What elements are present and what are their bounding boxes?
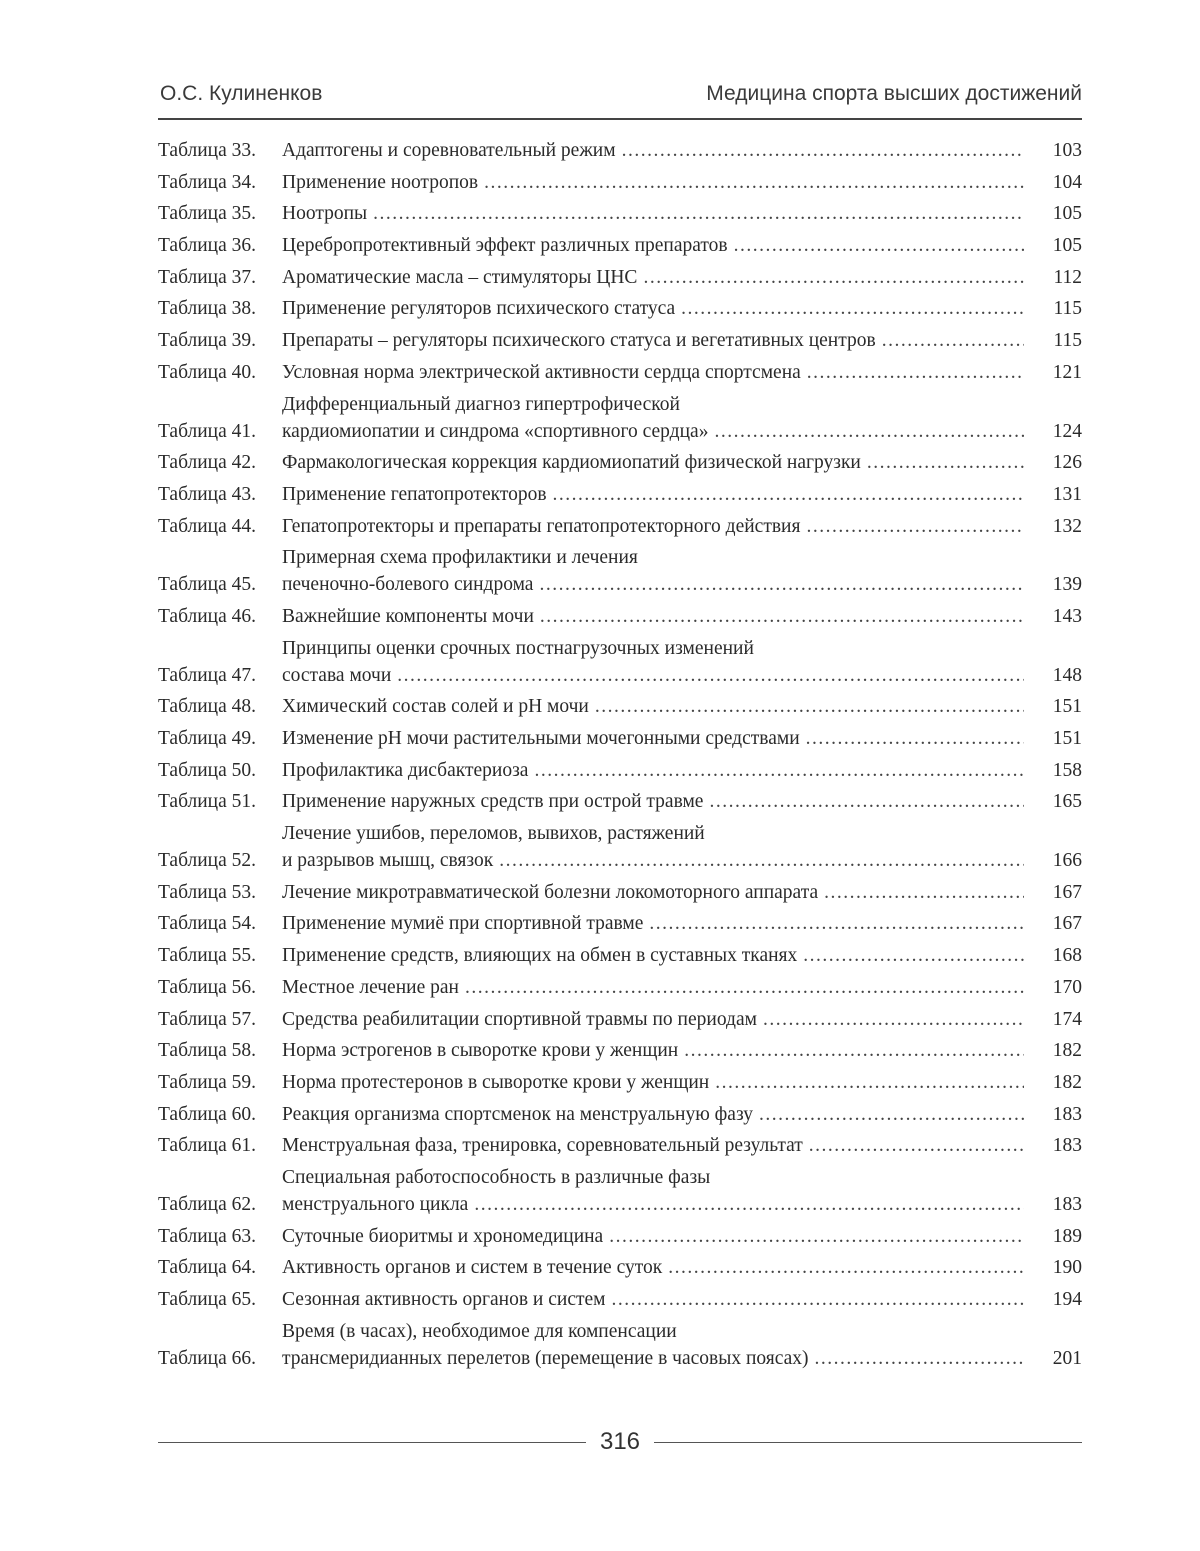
dot-leader <box>643 266 1024 289</box>
toc-entry-label: Таблица 44. <box>158 515 257 537</box>
toc-entry <box>158 790 1082 813</box>
dot-leader <box>373 202 1024 225</box>
toc-entry <box>158 515 1082 538</box>
toc-entry-page: 170 <box>1052 976 1082 998</box>
dot-leader <box>815 1347 1024 1370</box>
toc-entry-label: Таблица 50. <box>158 759 257 781</box>
toc-entry-page: 104 <box>1052 171 1082 193</box>
toc-entry-title-line1: Принципы оценки срочных постнагрузочных изменений <box>282 637 754 659</box>
toc-entry <box>158 329 1082 352</box>
toc-entry-page: 183 <box>1052 1193 1082 1215</box>
toc-entry-body <box>282 202 1082 225</box>
toc-entry-title-row <box>282 695 1082 718</box>
toc-entry-label: Таблица 39. <box>158 330 257 352</box>
toc-entry-body <box>282 727 1082 750</box>
header-rule <box>158 118 1082 120</box>
dot-leader <box>668 1256 1024 1279</box>
toc-entry-title: Применение ноотропов <box>282 171 479 193</box>
toc-entry-label: Таблица 40. <box>158 361 257 383</box>
toc-entry-title: Менструальная фаза, тренировка, соревновательный результат <box>282 1135 803 1157</box>
toc-entry <box>158 881 1082 904</box>
toc-entry <box>158 1103 1082 1126</box>
toc-entry-body <box>282 1103 1082 1126</box>
dot-leader <box>539 573 1024 596</box>
toc-entry-page: 151 <box>1052 696 1082 718</box>
toc-entry <box>158 1256 1082 1279</box>
dot-leader <box>714 420 1024 443</box>
toc-entry-title-row <box>282 1288 1082 1311</box>
toc-entry-page: 167 <box>1052 913 1082 935</box>
toc-entry <box>158 202 1082 225</box>
toc-entry-label: Таблица 47. <box>158 664 257 686</box>
toc-entry-title-row <box>282 202 1082 225</box>
toc-entry <box>158 822 1082 872</box>
toc-entry-body <box>282 234 1082 257</box>
toc-entry <box>158 695 1082 718</box>
toc-entry-page: 121 <box>1052 361 1082 383</box>
toc-entry-title: Препараты – регуляторы психического статуса и вегетативных центров <box>282 330 876 352</box>
toc-entry-title-line1: Специальная работоспособность в различные фазы <box>282 1166 711 1188</box>
toc-entry-title-row <box>282 881 1082 904</box>
toc-entry-label: Таблица 43. <box>158 483 257 505</box>
toc-entry-page: 183 <box>1052 1135 1082 1157</box>
dot-leader <box>867 451 1024 474</box>
toc-entry-title-row <box>282 451 1082 474</box>
toc-entry-title-row <box>282 297 1082 320</box>
toc-entry-title-row <box>282 139 1082 162</box>
toc-entry-page: 115 <box>1053 298 1082 320</box>
toc-entry <box>158 1134 1082 1157</box>
toc-entry-label: Таблица 56. <box>158 976 257 998</box>
dot-leader <box>540 605 1024 628</box>
toc-entry-title-row <box>282 1103 1082 1126</box>
toc-entry-label: Таблица 59. <box>158 1071 257 1093</box>
toc-entry-title: Норма протестеронов в сыворотке крови у женщин <box>282 1071 710 1093</box>
toc-entry-page: 151 <box>1052 728 1082 749</box>
toc-entry-title-row <box>282 483 1082 506</box>
dot-leader <box>803 944 1024 967</box>
dot-leader <box>474 1193 1024 1216</box>
toc-entry-body <box>282 171 1082 194</box>
toc-entry-body <box>282 912 1082 935</box>
toc-entry-title: Местное лечение ран <box>282 976 459 998</box>
toc-entry <box>158 1288 1082 1311</box>
toc-entry-title: Адаптогены и соревновательный режим <box>282 140 616 161</box>
toc-entry-body <box>282 637 1082 687</box>
toc-entry-label: Таблица 53. <box>158 881 257 903</box>
toc-entry-body <box>282 1225 1082 1248</box>
toc-entry-title-row <box>282 234 1082 257</box>
dot-leader <box>397 664 1024 687</box>
dot-leader <box>612 1288 1025 1311</box>
dot-leader <box>806 515 1024 538</box>
toc-entry-title: Фармакологическая коррекция кардиомиопатий физической нагрузки <box>282 452 861 474</box>
toc-entry-title-row <box>282 1225 1082 1248</box>
dot-leader <box>553 483 1024 506</box>
toc-entry-body <box>282 605 1082 628</box>
dot-leader <box>807 361 1024 384</box>
toc-entry-title-line1: Примерная схема профилактики и лечения <box>282 547 638 569</box>
toc-entry-body <box>282 695 1082 718</box>
toc-entry <box>158 171 1082 194</box>
toc-entry-label: Таблица 55. <box>158 945 257 967</box>
dot-leader <box>715 1071 1024 1094</box>
toc-entry-title-row <box>282 329 1082 352</box>
toc-entry-title: Изменение pH мочи растительными мочегонными средствами <box>282 728 800 749</box>
toc-entry <box>158 234 1082 257</box>
toc-entry-title-row <box>282 515 1082 538</box>
toc-entry-body <box>282 822 1082 872</box>
toc-entry-title: менструального цикла <box>282 1193 469 1215</box>
toc-entry-title: Химический состав солей и pH мочи <box>282 696 589 718</box>
toc-entry-label: Таблица 35. <box>158 203 257 225</box>
toc-entry <box>158 1071 1082 1094</box>
toc-entry-page: 168 <box>1052 945 1082 967</box>
toc-entry-page: 103 <box>1052 140 1082 161</box>
toc-entry-body <box>282 329 1082 352</box>
toc-entry-body <box>282 1288 1082 1311</box>
toc-entry-page: 182 <box>1052 1040 1082 1062</box>
toc-entry-label: Таблица 48. <box>158 696 257 718</box>
header-book-title: Медицина спорта высших достижений <box>706 82 1082 105</box>
toc-entry-title-row <box>282 1008 1082 1031</box>
toc-entry-body <box>282 393 1082 443</box>
toc-entry-title: Лечение микротравматической болезни локомоторного аппарата <box>282 881 819 903</box>
toc-entry-title: и разрывов мышц, связок <box>282 850 494 872</box>
toc-entry-title-line1: Время (в часах), необходимое для компенсации <box>282 1320 677 1342</box>
toc-entry-body <box>282 881 1082 904</box>
toc-entry-page: 124 <box>1052 420 1082 442</box>
toc-entry-label: Таблица 61. <box>158 1135 257 1157</box>
dot-leader <box>622 139 1024 162</box>
toc-entry-title: Ароматические масла – стимуляторы ЦНС <box>282 266 638 288</box>
toc-entry-page: 166 <box>1052 850 1082 872</box>
toc-entry-label: Таблица 41. <box>158 420 257 442</box>
toc-entry-page: 139 <box>1052 574 1082 596</box>
footer-rule-left <box>158 1442 586 1443</box>
toc-entry-title: Условная норма электрической активности сердца спортсмена <box>282 361 801 383</box>
page-number: 316 <box>599 1428 641 1455</box>
toc-entry-label: Таблица 58. <box>158 1040 257 1062</box>
toc-entry-title: Важнейшие компоненты мочи <box>282 605 534 627</box>
dot-leader <box>824 881 1024 904</box>
toc-entry-body <box>282 1039 1082 1062</box>
toc-entry-title: Реакция организма спортсменок на менструальную фазу <box>282 1103 753 1125</box>
toc-entry-label: Таблица 60. <box>158 1103 257 1125</box>
toc-entry-label: Таблица 64. <box>158 1257 257 1279</box>
toc-entry-title-row <box>282 976 1082 999</box>
toc-entry-page: 132 <box>1052 515 1082 537</box>
header-author: О.С. Кулиненков <box>160 82 323 105</box>
toc-entry-title: Норма эстрогенов в сыворотке крови у женщин <box>282 1040 679 1062</box>
toc-entry-label: Таблица 42. <box>158 452 257 474</box>
dot-leader <box>806 727 1024 750</box>
toc-entry-body <box>282 297 1082 320</box>
toc-entry-title-row <box>282 605 1082 628</box>
toc-entry-title: Применение регуляторов психического статуса <box>282 298 676 320</box>
toc-entry-title-row <box>282 664 1082 687</box>
toc-entry-title-row <box>282 912 1082 935</box>
dot-leader <box>684 1039 1024 1062</box>
toc-entry-title: Применение мумиё при спортивной травме <box>282 913 644 935</box>
toc-entry <box>158 483 1082 506</box>
toc-entry-label: Таблица 34. <box>158 171 257 193</box>
toc-entry-title-row <box>282 790 1082 813</box>
toc-entry-title: Суточные биоритмы и хрономедицина <box>282 1225 604 1247</box>
toc-entry <box>158 546 1082 596</box>
toc-entry-label: Таблица 33. <box>158 140 257 161</box>
toc-entry <box>158 297 1082 320</box>
toc-entry-title-row <box>282 266 1082 289</box>
toc-entry-title-row <box>282 1347 1082 1370</box>
toc-entry-title: Профилактика дисбактериоза <box>282 759 529 781</box>
toc-entry-label: Таблица 66. <box>158 1347 257 1369</box>
dot-leader <box>809 1134 1024 1157</box>
toc-entry-page: 148 <box>1052 664 1082 686</box>
table-of-contents <box>158 139 1082 1378</box>
toc-entry-title: Применение наружных средств при острой травме <box>282 791 704 813</box>
dot-leader <box>484 171 1024 194</box>
dot-leader <box>734 234 1024 257</box>
toc-entry <box>158 361 1082 384</box>
toc-entry <box>158 1039 1082 1062</box>
running-header <box>158 80 1082 114</box>
toc-entry-title: Применение гепатопротекторов <box>282 483 547 505</box>
toc-entry <box>158 912 1082 935</box>
toc-entry-page: 165 <box>1052 791 1082 813</box>
toc-entry <box>158 393 1082 443</box>
toc-entry-page: 183 <box>1052 1103 1082 1125</box>
toc-entry-title: Средства реабилитации спортивной травмы по периодам <box>282 1008 757 1030</box>
toc-entry-title-row <box>282 361 1082 384</box>
toc-entry <box>158 451 1082 474</box>
dot-leader <box>609 1225 1024 1248</box>
toc-entry <box>158 944 1082 967</box>
toc-entry-body <box>282 361 1082 384</box>
toc-entry-title-line1: Лечение ушибов, переломов, вывихов, растяжений <box>282 823 705 845</box>
toc-entry-label: Таблица 37. <box>158 266 257 288</box>
toc-entry-title: кардиомиопатии и синдрома «спортивного сердца» <box>282 420 709 442</box>
toc-entry <box>158 727 1082 750</box>
toc-entry-label: Таблица 45. <box>158 574 257 596</box>
toc-entry-page: 126 <box>1052 452 1082 474</box>
toc-entry <box>158 1225 1082 1248</box>
footer-rule-right <box>654 1442 1082 1443</box>
toc-entry-body <box>282 1071 1082 1094</box>
toc-entry-label: Таблица 49. <box>158 728 257 749</box>
toc-entry-page: 167 <box>1052 881 1082 903</box>
toc-entry-label: Таблица 36. <box>158 235 257 257</box>
toc-entry-title-row <box>282 1039 1082 1062</box>
toc-entry-title: Сезонная активность органов и систем <box>282 1289 606 1310</box>
toc-entry <box>158 605 1082 628</box>
toc-entry-title-row <box>282 759 1082 782</box>
toc-entry-title-row <box>282 944 1082 967</box>
toc-entry-page: 190 <box>1052 1257 1082 1279</box>
toc-entry-body <box>282 976 1082 999</box>
toc-entry-title-row <box>282 1256 1082 1279</box>
toc-entry-title-row <box>282 420 1082 443</box>
toc-entry-title-row <box>282 171 1082 194</box>
toc-entry <box>158 266 1082 289</box>
toc-entry-body <box>282 1134 1082 1157</box>
toc-entry-label: Таблица 57. <box>158 1008 257 1030</box>
toc-entry-page: 201 <box>1052 1347 1082 1369</box>
toc-entry-label: Таблица 65. <box>158 1289 257 1310</box>
toc-entry-body <box>282 483 1082 506</box>
toc-entry <box>158 1008 1082 1031</box>
toc-entry-title: Гепатопротекторы и препараты гепатопротекторного действия <box>282 515 801 537</box>
toc-entry-body <box>282 1256 1082 1279</box>
toc-entry <box>158 637 1082 687</box>
toc-entry-label: Таблица 52. <box>158 850 257 872</box>
dot-leader <box>534 759 1024 782</box>
toc-entry-title-row <box>282 727 1082 750</box>
toc-entry-body <box>282 944 1082 967</box>
toc-entry-label: Таблица 62. <box>158 1193 257 1215</box>
toc-entry <box>158 976 1082 999</box>
toc-entry-label: Таблица 46. <box>158 605 257 627</box>
toc-entry-body <box>282 515 1082 538</box>
dot-leader <box>595 695 1024 718</box>
toc-entry-title-row <box>282 1193 1082 1216</box>
toc-entry-body <box>282 1320 1082 1370</box>
toc-entry-page: 182 <box>1052 1071 1082 1093</box>
toc-entry-body <box>282 266 1082 289</box>
dot-leader <box>709 790 1024 813</box>
toc-entry <box>158 759 1082 782</box>
toc-entry-title: Активность органов и систем в течение суток <box>282 1257 663 1279</box>
dot-leader <box>681 297 1024 320</box>
toc-entry-label: Таблица 38. <box>158 298 257 320</box>
toc-entry-body <box>282 1008 1082 1031</box>
toc-entry-body <box>282 451 1082 474</box>
toc-entry-title: трансмеридианных перелетов (перемещение в часовых поясах) <box>282 1347 809 1369</box>
toc-entry-title-row <box>282 1134 1082 1157</box>
toc-entry-title-line1: Дифференциальный диагноз гипертрофической <box>282 393 680 415</box>
toc-entry <box>158 1166 1082 1216</box>
toc-entry-title: Применение средств, влияющих на обмен в суставных тканях <box>282 945 798 967</box>
dot-leader <box>649 912 1024 935</box>
toc-entry-body <box>282 790 1082 813</box>
dot-leader <box>763 1008 1024 1031</box>
toc-entry-label: Таблица 51. <box>158 791 257 813</box>
toc-entry-body <box>282 1166 1082 1216</box>
dot-leader <box>882 329 1024 352</box>
toc-entry-page: 158 <box>1052 759 1082 781</box>
toc-entry-body <box>282 759 1082 782</box>
toc-entry-title: печеночно-болевого синдрома <box>282 574 534 596</box>
toc-entry <box>158 1320 1082 1370</box>
dot-leader <box>759 1103 1024 1126</box>
toc-entry-page: 112 <box>1053 266 1082 288</box>
dot-leader <box>465 976 1024 999</box>
toc-entry-page: 194 <box>1052 1289 1082 1310</box>
toc-entry-title-row <box>282 1071 1082 1094</box>
toc-entry-page: 174 <box>1052 1008 1082 1030</box>
toc-entry-title: Ноотропы <box>282 203 368 225</box>
toc-entry-page: 131 <box>1052 483 1082 505</box>
toc-entry-title: состава мочи <box>282 664 392 686</box>
toc-entry-title-row <box>282 573 1082 596</box>
toc-entry-page: 105 <box>1052 203 1082 225</box>
toc-entry-body <box>282 546 1082 596</box>
toc-entry-page: 105 <box>1052 235 1082 257</box>
dot-leader <box>499 849 1024 872</box>
toc-entry-page: 115 <box>1053 330 1082 352</box>
toc-entry-body <box>282 139 1082 162</box>
toc-entry-label: Таблица 54. <box>158 913 257 935</box>
toc-entry-label: Таблица 63. <box>158 1225 257 1247</box>
toc-entry-page: 189 <box>1052 1225 1082 1247</box>
toc-entry <box>158 139 1082 162</box>
toc-entry-title-row <box>282 849 1082 872</box>
toc-entry-title: Церебропротективный эффект различных препаратов <box>282 235 728 257</box>
toc-entry-page: 143 <box>1052 605 1082 627</box>
